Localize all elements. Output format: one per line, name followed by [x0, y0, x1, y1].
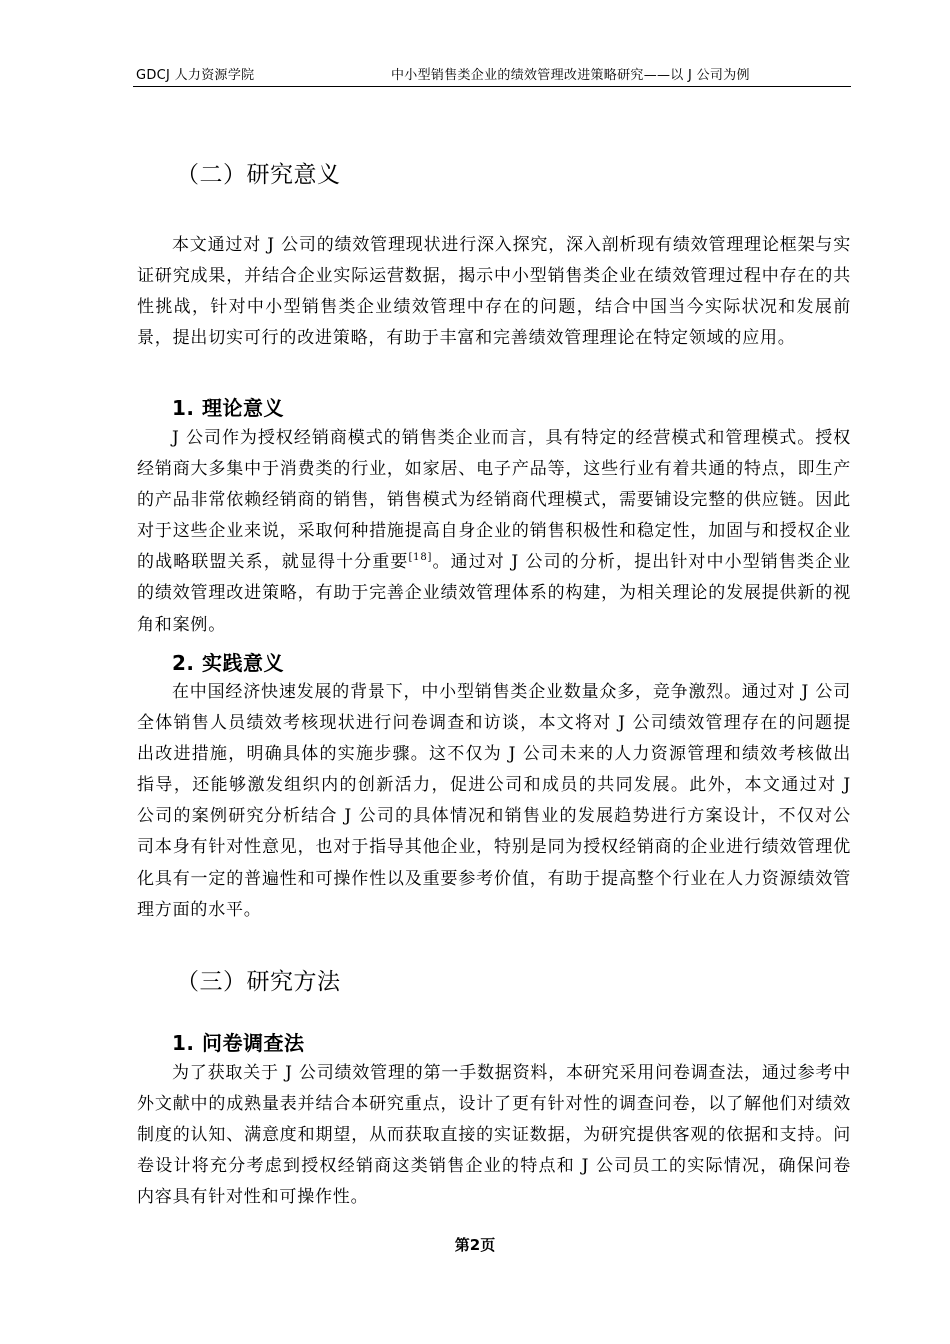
paragraph-significance-intro: 本文通过对 J 公司的绩效管理现状进行深入探究，深入剖析现有绩效管理理论框架与实证研究成果，并结合企业实际运营数据，揭示中小型销售类企业在绩效管理过程中存在的共性挑战，针对中小型销售类企业绩效管理中存在的问题，结合中国当今实际状况和发展前景，提出切实可行的改进策略，有助于丰富和完善绩效管理理论在特定领域的应用。 — [137, 235, 851, 349]
page-number: 第2页 — [454, 1236, 496, 1254]
paragraph-practice-significance: 在中国经济快速发展的背景下，中小型销售类企业数量众多，竞争激烈。通过对 J 公司全体销售人员绩效考核现状进行问卷调查和访谈，本文将对 J 公司绩效管理存在的问题提出改进措施，明确具体的实施步骤。这不仅为 J 公司未来的人力资源管理和绩效考核做出指导，还能够激发组织内的创新活力，促进公司和成员的共同发展。此外，本文通过对 J 公司的案例研究分析结合 J 公司的具体情况和销售业的发展趋势进行方案设计，不仅对公司本身有针对性意见，也对于指导其他企业，特别是同为授权经销商的企业进行绩效管理优化具有一定的普遍性和可操作性以及重要参考价值，有助于提高整个行业在人力资源绩效管理方面的水平。 — [137, 682, 851, 920]
section-heading-significance: （二）研究意义 — [176, 162, 341, 188]
subheading-theory-significance: 1. 理论意义 — [172, 396, 284, 420]
subheading-questionnaire-method: 1. 问卷调查法 — [172, 1031, 305, 1055]
header-paper-title: 中小型销售类企业的绩效管理改进策略研究——以 J 公司为例 — [391, 68, 750, 83]
paragraph-questionnaire-method: 为了获取关于 J 公司绩效管理的第一手数据资料，本研究采用问卷调查法，通过参考中外文献中的成熟量表并结合本研究重点，设计了更有针对性的调查问卷，以了解他们对绩效制度的认知、满意度和期望，从而获取直接的实证数据，为研究提供客观的依据和支持。问卷设计将充分考虑到授权经销商这类销售企业的特点和 J 公司员工的实际情况，确保问卷内容具有针对性和可操作性。 — [137, 1063, 851, 1208]
citation-reference: [18] — [408, 552, 433, 564]
theory-text-part1: J 公司作为授权经销商模式的销售类企业而言，具有特定的经营模式和管理模式。授权经销商大多集中于消费类的行业，如家居、电子产品等，这些行业有着共通的特点，即生产的产品非常依赖经销商的销售，销售模式为经销商代理模式，需要铺设完整的供应链。因此对于这些企业来说，采取何种措施提高自身企业的销售积极性和稳定性，加固与和授权企业的战略联盟关系，就显得十分重要 — [137, 428, 851, 573]
section-heading-methods: （三）研究方法 — [176, 969, 341, 995]
header-institution: GDCJ 人力资源学院 — [136, 68, 255, 83]
paragraph-theory-significance — [137, 423, 851, 641]
theory-text-part2: 。通过对 J 公司的分析，提出针对中小型销售类企业的绩效管理改进策略，有助于完善企业绩效管理体系的构建，为相关理论的发展提供新的视角和案例。 — [137, 552, 852, 635]
subheading-practice-significance: 2. 实践意义 — [172, 651, 284, 675]
page-header — [133, 66, 851, 87]
